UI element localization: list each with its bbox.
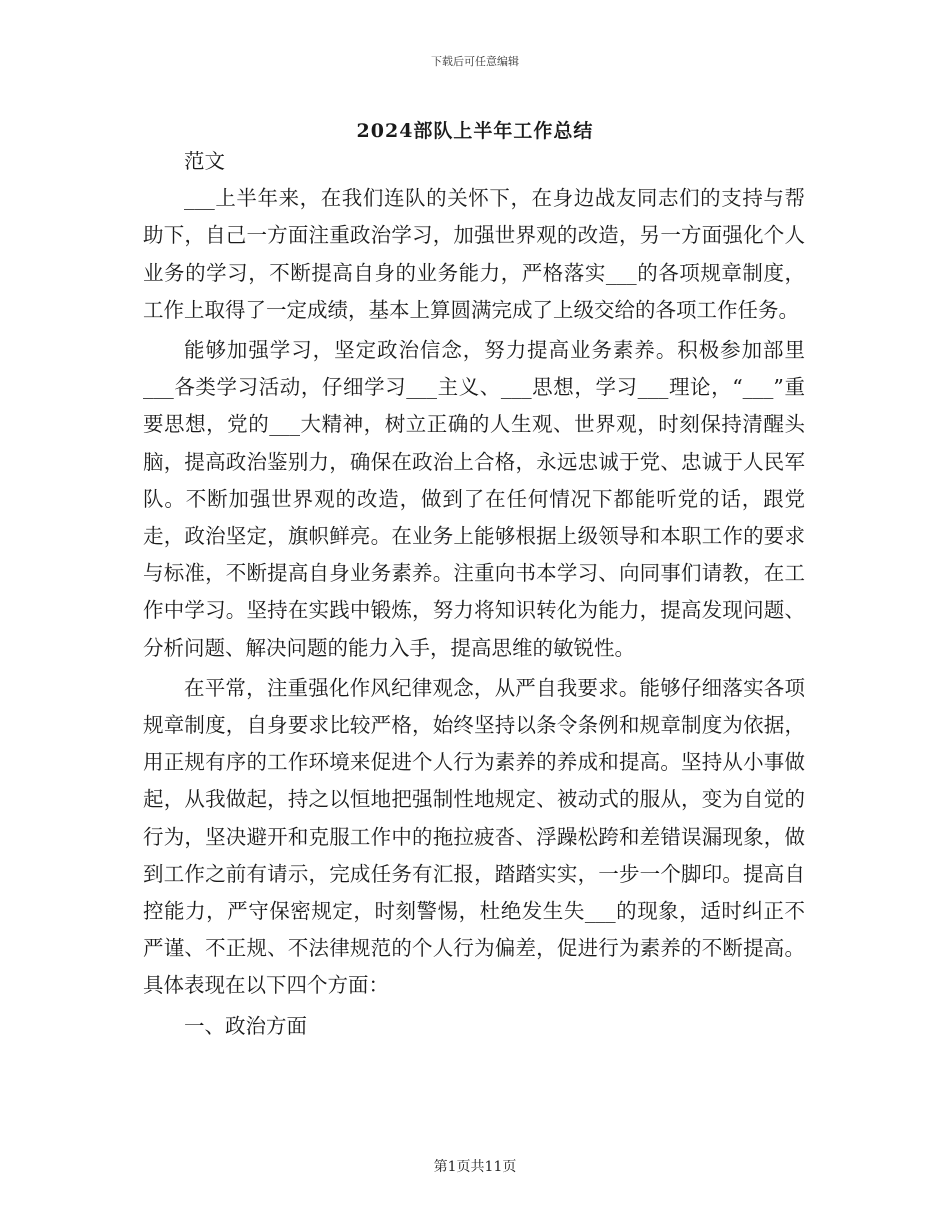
page-footer-number: 第1页共11页: [433, 1159, 517, 1175]
paragraph: ___上半年来，在我们连队的关怀下，在身边战友同志们的支持与帮助下，自己一方面注重政治学习，加强世界观的改造，另一方面强化个人业务的学习，不断提高自身的业务能力，严格落实___的各项规章制度，工作上取得了一定成绩，基本上算圆满完成了上级交给的各项工作任务。: [143, 186, 805, 322]
section-heading: 一、政治方面: [184, 1013, 307, 1038]
page-header-note: 下载后可任意编辑: [431, 55, 519, 68]
paragraph-label: 范文: [184, 149, 225, 173]
paragraph: 能够加强学习，坚定政治信念，努力提高业务素养。积极参加部里___各类学习活动，仔细学习___主义、___思想，学习___理论，“___”重要思想，党的___大精神，树立正确的人生观、世界观，时刻保持清醒头脑，提高政治鉴别力，确保在政治上合格，永远忠诚于党、忠诚于人民军队。不断加强世界观的改造，做到了在任何情况下都能听党的话，跟党走，政治坚定，旗帜鲜亮。在业务上能够根据上级领导和本职工作的要求与标准，不断提高自身业务素养。注重向书本学习、向同事们请教，在工作中学习。坚持在实践中锻炼，努力将知识转化为能力，提高发现问题、分析问题、解决问题的能力入手，提高思维的敏锐性。: [143, 338, 805, 660]
document-body: [143, 143, 805, 1045]
document-title: 2024部队上半年工作总结: [356, 120, 594, 142]
paragraph: 在平常，注重强化作风纪律观念，从严自我要求。能够仔细落实各项规章制度，自身要求比较严格，始终坚持以条令条例和规章制度为依据，用正规有序的工作环境来促进个人行为素养的养成和提高。坚持从小事做起，从我做起，持之以恒地把强制性地规定、被动式的服从，变为自觉的行为，坚决避开和克服工作中的拖拉疲沓、浮躁松跨和差错误漏现象，做到工作之前有请示，完成任务有汇报，踏踏实实，一步一个脚印。提高自控能力，严守保密规定，时刻警惕，杜绝发生失___的现象，适时纠正不严谨、不正规、不法律规范的个人行为偏差，促进行为素养的不断提高。具体表现在以下四个方面：: [143, 675, 805, 998]
